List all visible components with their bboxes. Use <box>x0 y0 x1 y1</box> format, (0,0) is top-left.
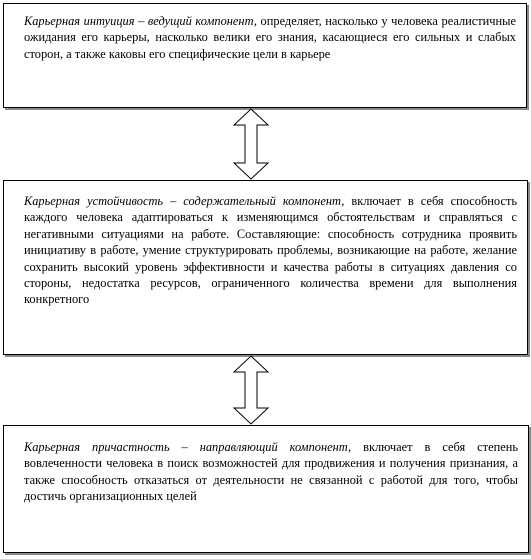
component-box-career-intuition <box>3 3 527 108</box>
component-term: Карьерная причастность – направляющий компонент, <box>24 440 352 454</box>
component-description: включает в себя степень вовлеченности человека в поиск возможностей для продвижения и получения признания, а также способность отказаться от деятельности не связанной с работой для того, чтобы достичь организационных целей <box>24 440 518 504</box>
component-box-career-resilience <box>3 180 528 355</box>
component-term: Карьерная интуиция – ведущий компонент, <box>24 14 257 28</box>
component-description: включает в себя способность каждого человека адаптироваться к изменяющимся обстоятельствам и справляться с негативными ситуациями на работе. Составляющие: способность сотрудника проявить инициативу в работе, умение структурировать проблемы, возникающие на работе, желание сохранить высокий уровень эффективности и качества работы в ситуациях давления со стороны, недостатка ресурсов, ограниченного количества времени для выполнения конкретного <box>24 194 518 307</box>
component-description: определяет, насколько у человека реалистичные ожидания его карьеры, насколько велики его знания, касающиеся его сильных и слабых сторон, а также каковы его специфические цели в карьере <box>24 14 516 61</box>
double-headed-arrow-icon <box>231 108 271 180</box>
component-box-career-involvement <box>3 425 529 553</box>
double-headed-arrow-icon <box>231 355 271 425</box>
component-term: Карьерная устойчивость – содержательный компонент, <box>24 194 345 208</box>
